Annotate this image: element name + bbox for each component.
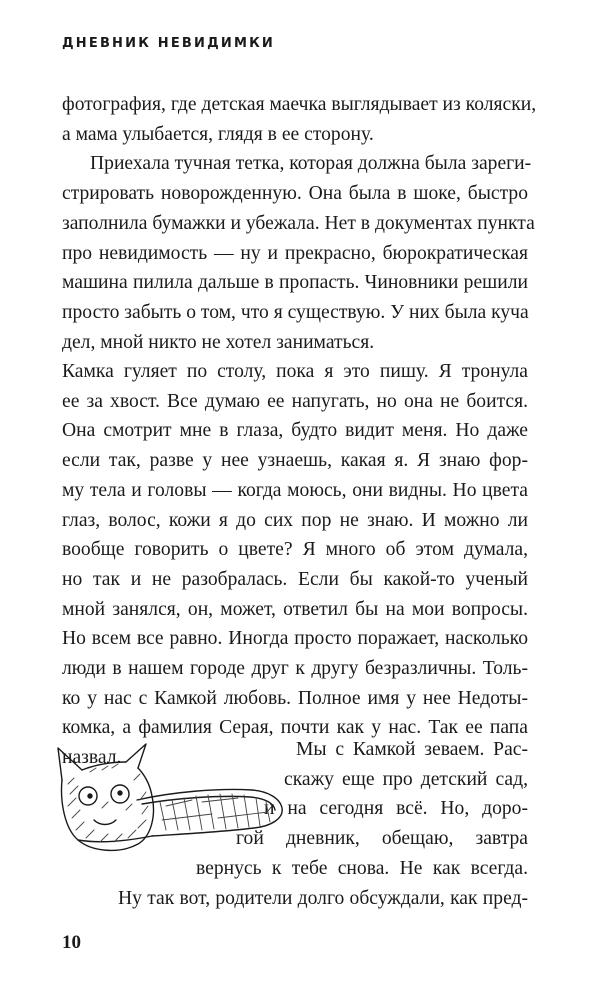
text-line: вернусь к тебе снова. Не как всегда. (196, 857, 528, 879)
text-line: вообще говорить о цвете? Я много об этом думала, (62, 539, 528, 561)
text-line: Мы с Камкой зеваем. Рас- (296, 739, 528, 760)
text-line: просто забыть о том, что я существую. У них была куча (62, 301, 529, 323)
paragraph-camka (62, 357, 528, 773)
text-line: машина пилила дальше в пропасть. Чиновники решили (62, 272, 528, 294)
text-line: Ну так вот, родители долго обсуждали, как пред- (118, 887, 528, 909)
text-line: Приехала тучная тетка, которая должна была зареги- (90, 153, 532, 175)
text-line: скажу еще про детский сад, (284, 768, 528, 790)
text-line: ее за хвост. Все думаю ее напугать, но она не боится. (62, 390, 528, 412)
text-line: дел, мной никто не хотел заниматься. (62, 331, 375, 353)
paragraph-continued (62, 90, 537, 357)
text-line: Но всем все равно. Иногда просто поражает, насколько (62, 628, 528, 650)
text-line: Она смотрит мне в глаза, будто видит меня. Но даже (62, 420, 528, 442)
text-line: заполнила бумажки и убежала. Нет в документах пункта (62, 212, 535, 234)
text-line: глаз, волос, кожи я до сих пор не знаю. И можно ли (62, 509, 528, 531)
text-line: и на сегодня всё. Но, доро- (264, 798, 528, 820)
text-line: если так, разве у нее узнаешь, какая я. Я знаю фор- (62, 450, 528, 472)
text-line: люди в нашем городе друг к другу безразличны. Толь- (62, 658, 528, 680)
text-line: назвал. (62, 747, 122, 769)
text-line: стрировать новорожденную. Она была в шоке, быстро (62, 183, 528, 205)
text-line: ко у нас с Камкой любовь. Полное имя у нее Недоты- (62, 687, 528, 709)
running-title: ДНЕВНИК НЕВИДИМКИ (62, 36, 276, 51)
cat-drawing-icon (42, 740, 292, 862)
text-line: про невидимость — ну и прекрасно, бюрократическая (62, 242, 528, 264)
text-line: но так и не разобралась. Если бы какой-то ученый (62, 568, 528, 590)
text-line: гой дневник, обещаю, завтра (236, 828, 528, 850)
text-line: му тела и головы — когда моюсь, они видны. Но цвета (62, 479, 528, 501)
page-number: 10 (62, 932, 81, 953)
text-line: мной занялся, он, может, ответил бы на мои вопросы. (62, 598, 528, 620)
text-line: комка, а фамилия Серая, почти как у нас. Так ее папа (62, 717, 528, 739)
text-line: Камка гуляет по столу, пока я это пишу. Я тронула (62, 361, 528, 382)
text-line: а мама улыбается, глядя в ее сторону. (62, 123, 374, 145)
text-line: фотография, где детская маечка выглядывает из коляски, (62, 94, 537, 115)
